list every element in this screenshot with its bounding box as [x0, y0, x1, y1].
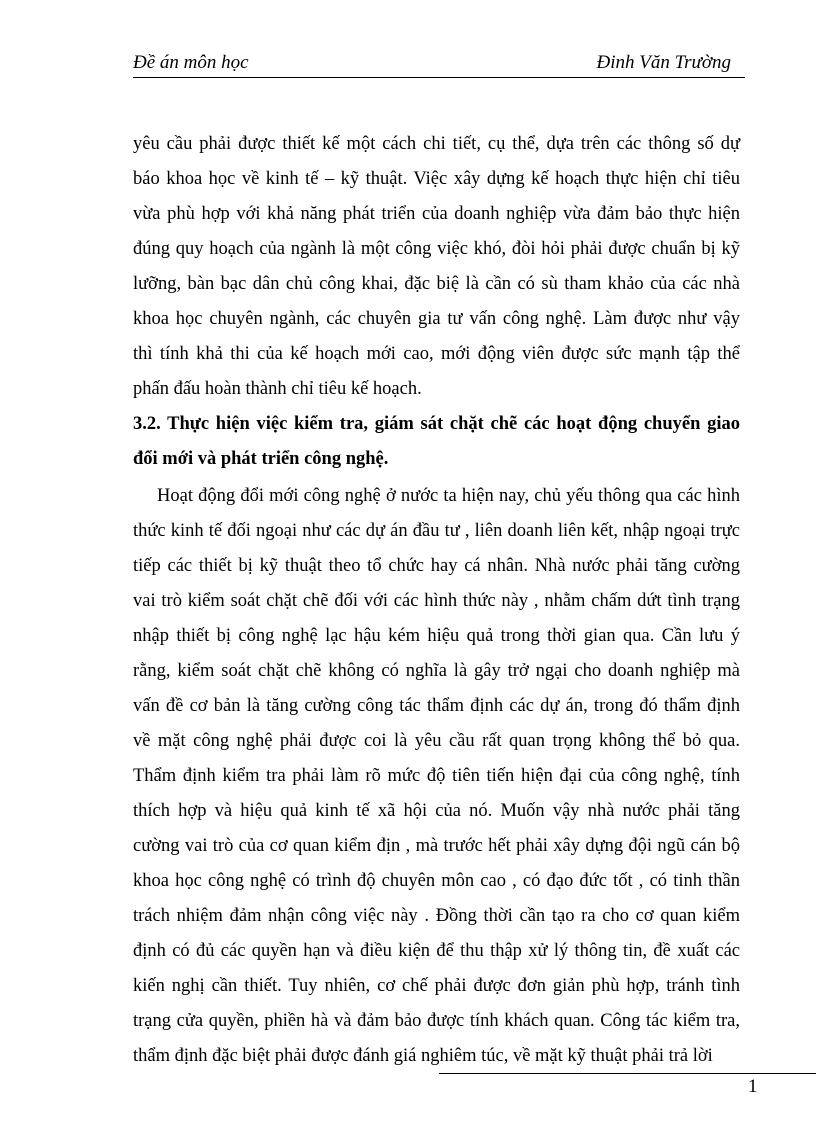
body-line: thẩm định đặc biệt phải được đánh giá nghiêm túc, về mặt kỹ thuật phải trả lời: [133, 1046, 713, 1066]
body-line: Thẩm định kiểm tra phải làm rõ mức độ tiên tiến hiện đại của công nghệ, tính: [133, 766, 740, 786]
page-header: [133, 52, 745, 78]
body-line: vai trò kiểm soát chặt chẽ đối với các hình thức này , nhằm chấm dứt tình trạng: [133, 591, 740, 611]
body-line: vấn đề cơ bản là tăng cường công tác thẩm định các dự án, trong đó thẩm định: [133, 696, 740, 716]
body-line: trạng cửa quyền, phiền hà và đảm bảo được tính khách quan. Công tác kiểm tra,: [133, 1011, 740, 1031]
body-line: định có đủ các quyền hạn và điều kiện để thu thập xử lý thông tin, đề xuất các: [133, 941, 740, 961]
body-line: khoa học chuyên ngành, các chuyên gia tư vấn công nghệ. Làm được như vậy: [133, 309, 740, 329]
body-line: yêu cầu phải được thiết kế một cách chi tiết, cụ thể, dựa trên các thông số dự: [133, 134, 740, 154]
body-line: phấn đấu hoàn thành chỉ tiêu kế hoạch.: [133, 379, 422, 399]
body-line: trách nhiệm đảm nhận công việc này . Đồng thời cần tạo ra cho cơ quan kiểm: [133, 906, 740, 926]
body-line: về mặt công nghệ phải được coi là yêu cầu rất quan trọng không thể bỏ qua.: [133, 731, 740, 751]
header-divider: [133, 77, 745, 78]
body-line: thì tính khả thi của kế hoạch mới cao, mới động viên được sức mạnh tập thể: [133, 344, 740, 364]
body-line: tiếp các thiết bị kỹ thuật theo tổ chức hay cá nhân. Nhà nước phải tăng cường: [133, 556, 740, 576]
header-document-type: Đề án môn học: [133, 52, 249, 73]
page-number: 1: [748, 1076, 758, 1097]
body-line: thích hợp và hiệu quả kinh tế xã hội của nó. Muốn vậy nhà nước phải tăng: [133, 801, 740, 821]
section-heading: 3.2. Thực hiện việc kiểm tra, giám sát chặt chẽ các hoạt động chuyển giao: [133, 414, 740, 434]
body-line: cường vai trò của cơ quan kiểm địn , mà trước hết phải xây dựng đội ngũ cán bộ: [133, 836, 740, 856]
body-line: kiến nghị cần thiết. Tuy nhiên, cơ chế phải được đơn giản phù hợp, tránh tình: [133, 976, 740, 996]
body-line: Hoạt động đổi mới công nghệ ở nước ta hiện nay, chủ yếu thông qua các hình: [157, 486, 740, 506]
body-line: báo khoa học về kinh tế – kỹ thuật. Việc xây dựng kế hoạch thực hiện chỉ tiêu: [133, 169, 740, 189]
header-author: Đinh Văn Trường: [596, 52, 731, 73]
body-line: đúng quy hoạch của ngành là một công việc khó, đòi hỏi phải được chuẩn bị kỹ: [133, 239, 740, 259]
body-line: rằng, kiểm soát chặt chẽ không có nghĩa là gây trở ngại cho doanh nghiệp mà: [133, 661, 740, 681]
body-line: khoa học công nghệ có trình độ chuyên môn cao , có đạo đức tốt , có tinh thần: [133, 871, 740, 891]
body-line: nhập thiết bị công nghệ lạc hậu kém hiệu quả trong thời gian qua. Cần lưu ý: [133, 626, 740, 646]
body-line: lưỡng, bàn bạc dân chủ công khai, đặc biệ là cần có sù tham khảo của các nhà: [133, 274, 740, 294]
footer-divider: [439, 1073, 816, 1074]
section-heading: đổi mới và phát triển công nghệ.: [133, 449, 389, 469]
body-line: thức kinh tế đối ngoại như các dự án đầu tư , liên doanh liên kết, nhập ngoại trực: [133, 521, 740, 541]
body-line: vừa phù hợp với khả năng phát triển của doanh nghiệp vừa đảm bảo thực hiện: [133, 204, 740, 224]
